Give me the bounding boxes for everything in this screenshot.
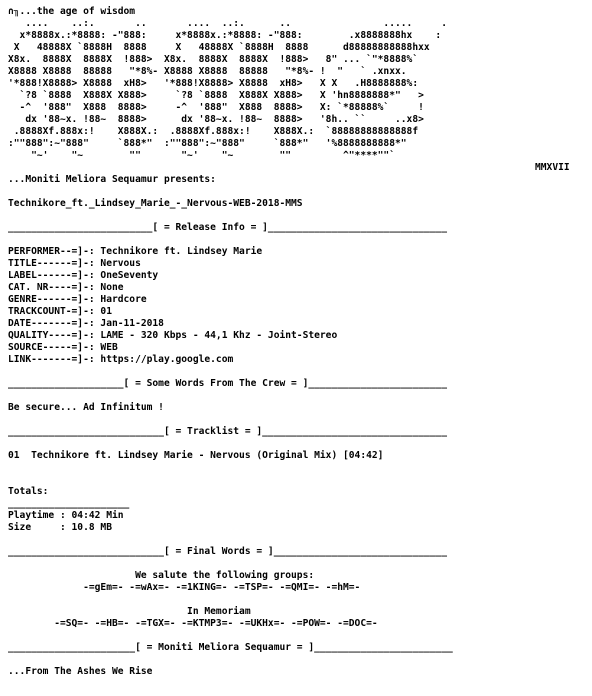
info-row: QUALITY----=]-: LAME - 320 Kbps - 44,1 Khz - Joint-Stereo <box>8 330 338 341</box>
info-row: PERFORMER--=]-: Technikore ft. Lindsey Marie <box>8 246 263 257</box>
ascii-art-line: `?8 `8888 X888X X888> `?8 `8888 X888X X888> X 'hn8888888*" > <box>8 90 424 101</box>
totals-row: Size : 10.8 MB <box>8 522 112 533</box>
release-name: Technikore_ft._Lindsey_Marie_-_Nervous-WEB-2018-MMS <box>8 198 303 209</box>
ascii-art-line: .... ..:. .. .... ..:. .. ..... . <box>8 18 447 29</box>
info-row: SOURCE-----=]-: WEB <box>8 342 118 353</box>
ascii-art-line: x*8888x.:*8888: -"888: x*8888x.:*8888: -"888: .x8888888hx : <box>8 30 442 41</box>
info-row: DATE-------=]-: Jan-11-2018 <box>8 318 164 329</box>
closing-line: ...From The Ashes We Rise <box>8 666 153 677</box>
info-row: LABEL------=]-: OneSeventy <box>8 270 159 281</box>
final-words-divider: ___________________________[ = Final Words = ]______________________________ <box>8 546 447 557</box>
presents-line: ...Moniti Meliora Sequamur presents: <box>8 174 216 185</box>
ascii-art-line: :""888":~"888" `888*" :""888":~"888" `888*" '%8888888888*" <box>8 138 407 149</box>
tagline: ∩╖...the age of wisdom <box>8 6 136 17</box>
info-row: CAT. NR----=]-: None <box>8 282 124 293</box>
ascii-art-line: X8888 X8888 88888 "*8%- X8888 X8888 88888 "*8%- ! " ` .xnxx. <box>8 66 407 77</box>
totals-row: Playtime : 04:42 Min <box>8 510 124 521</box>
memoriam-title: In Memoriam <box>8 606 251 617</box>
ascii-art-line: '*888!X8888> X8888 xH8> '*888!X8888> X8888 xH8> X X .H8888888%: <box>8 78 419 89</box>
ascii-art-line: X 48888X `8888H 8888 X 48888X `8888H 8888 d88888888888hxx <box>8 42 430 53</box>
year-tag: MMXVII <box>535 162 570 173</box>
ascii-art-line: X8x. 8888X 8888X !888> X8x. 8888X 8888X !888> 8" ... `"*8888%` <box>8 54 419 65</box>
memoriam-groups: -=SQ=- -=HB=- -=TGX=- -=KTMP3=- -=UKHx=- -=POW=- -=DOC=- <box>8 618 378 629</box>
crew-divider: ____________________[ = Some Words From The Crew = ]________________________ <box>8 378 447 389</box>
salute-title: We salute the following groups: <box>8 570 315 581</box>
ascii-art-line: dx '88~x. !88~ 8888> dx '88~x. !88~ 8888> '8h.. `` ..x8> <box>8 114 424 125</box>
ascii-art-line: .8888Xf.888x:! X888X.: .8888Xf.888x:! X888X.: `88888888888888f <box>8 126 419 137</box>
track-row: 01 Technikore ft. Lindsey Marie - Nervous (Original Mix) [04:42] <box>8 450 384 461</box>
crew-words: Be secure... Ad Infinitum ! <box>8 402 164 413</box>
info-row: LINK-------=]-: https://play.google.com <box>8 354 234 365</box>
info-row: GENRE------=]-: Hardcore <box>8 294 147 305</box>
totals-title: Totals: <box>8 486 49 497</box>
ascii-art-line: -^ '888" X888 8888> -^ '888" X888 8888> X: `*88888%` ! <box>8 102 424 113</box>
info-row: TITLE------=]-: Nervous <box>8 258 141 269</box>
ascii-art-line: "~' "~ "" "~' "~ "" ^"****""` <box>8 150 395 161</box>
salute-groups: -=gEm=- -=wAx=- -=1KING=- -=TSP=- -=QMI=- -=hM=- <box>8 582 361 593</box>
tracklist-divider: ___________________________[ = Tracklist = ]________________________________ <box>8 426 447 437</box>
totals-underline: _____________________ <box>8 498 130 509</box>
info-row: TRACKCOUNT-=]-: 01 <box>8 306 112 317</box>
footer-divider: ______________________[ = Moniti Meliora Sequamur = ]________________________ <box>8 642 453 653</box>
release-info-divider: _________________________[ = Release Info = ]_______________________________ <box>8 222 447 233</box>
